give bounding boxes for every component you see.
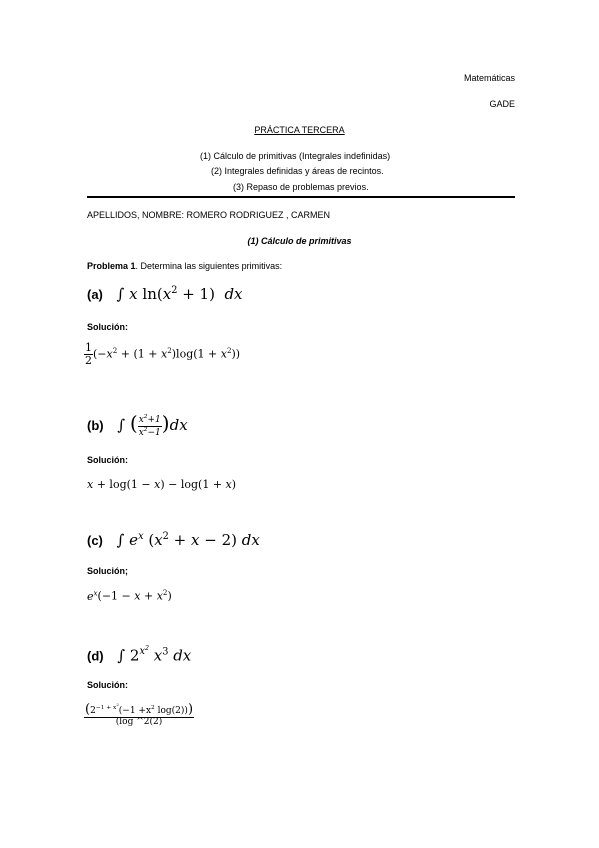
- topic-2: (2) Integrales definidas y áreas de recintos.: [211, 166, 384, 176]
- item-a-solution-label: Solución:: [87, 322, 128, 332]
- subject-label: Matemáticas: [463, 73, 515, 83]
- item-c-integral: (c) ∫ $e^x$ $(x^2 + x - 2)$ dx: [87, 531, 260, 549]
- header-divider: [87, 196, 515, 198]
- item-d-label: (d): [87, 648, 104, 664]
- item-a-solution: $\frac{1}{2}$ $(-x^2 + (1 + x^2)\log(1 + x^2))$: [85, 341, 241, 368]
- topic-3: (3) Repaso de problemas previos.: [233, 182, 369, 192]
- student-name: APELLIDOS, NOMBRE: ROMERO RODRIGUEZ , CARMEN: [87, 210, 331, 220]
- section-title: (1) Cálculo de primitivas: [247, 236, 352, 246]
- item-a-integral: (a) ∫ x $\ln(x^2 + 1)$ dx: [87, 285, 243, 303]
- item-c-solution-label: Solución;: [87, 566, 128, 576]
- document-title: PRÁCTICA TERCERA: [254, 125, 345, 135]
- item-d-solution-label: Solución:: [87, 680, 128, 690]
- item-b-label: (b): [87, 418, 104, 433]
- item-b-solution-label: Solución:: [87, 455, 128, 465]
- topic-1: (1) Cálculo de primitivas (Integrales indefinidas): [200, 151, 391, 161]
- problem-label: Problema 1: [87, 261, 136, 271]
- item-c-solution: $e^x(-1 - x + x^2)$: [87, 588, 172, 603]
- item-d-integral: (d) ∫ $2^{x^2}$ $x^3$ dx: [87, 645, 192, 665]
- item-b-solution: x + log(1 − x) − log(1 + x): [87, 478, 237, 491]
- problem-text: . Determina las siguientes primitivas:: [135, 261, 283, 271]
- item-a-label: (a): [87, 287, 103, 302]
- problem-statement: [87, 261, 282, 271]
- item-b-integral: (b) ∫ ( $\frac{x^2+1}{x^2-1}$ )dx: [87, 411, 188, 438]
- item-d-solution: $\frac{(2^{-1 + x^2}(-1 +x^2 \log(2)))}{(\log \^{}2(2)}$: [85, 702, 194, 728]
- item-c-label: (c): [87, 533, 103, 548]
- degree-label: GADE: [489, 99, 515, 109]
